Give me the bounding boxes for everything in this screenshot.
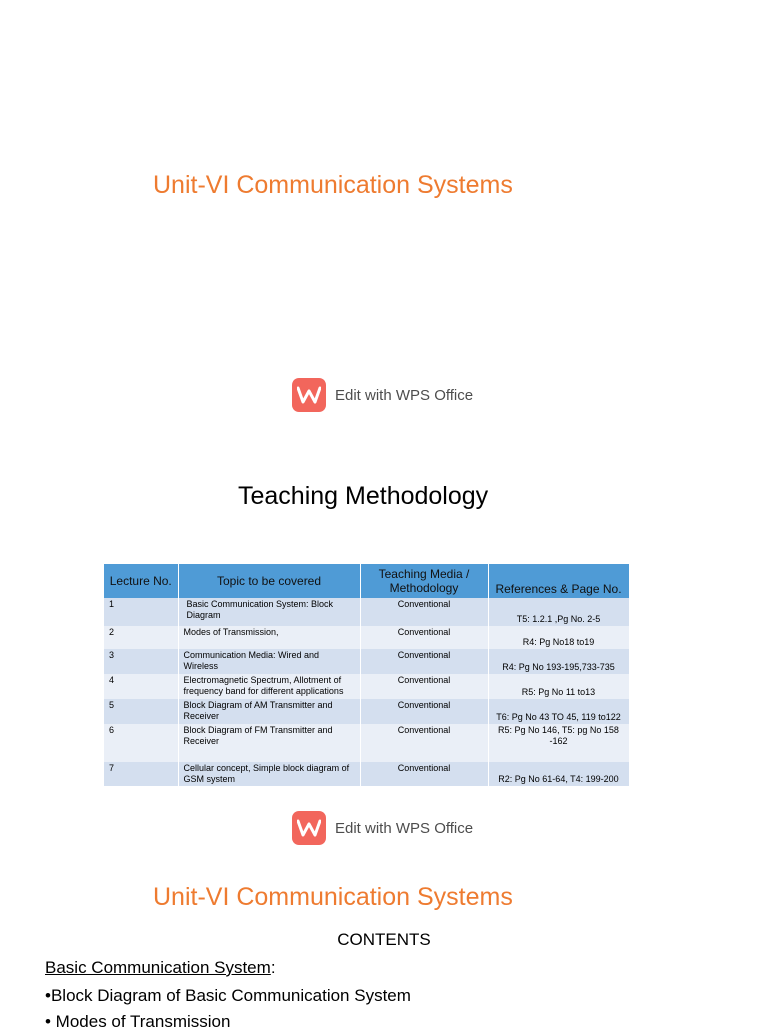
slide2-title: Teaching Methodology — [238, 482, 489, 510]
table-row — [104, 649, 629, 674]
wps-watermark-text: Edit with WPS Office — [335, 819, 474, 837]
slide3-title: Unit-VI Communication Systems — [153, 883, 513, 911]
cell-no: 6 — [104, 724, 178, 762]
wps-logo-icon — [292, 811, 326, 845]
table-row — [104, 598, 629, 626]
section-heading: Basic Communication System — [45, 958, 271, 977]
cell-no: 3 — [104, 649, 178, 674]
header-media: Teaching Media / Methodology — [360, 564, 488, 598]
bullet-item: •Block Diagram of Basic Communication System — [45, 986, 411, 1005]
wps-watermark-text: Edit with WPS Office — [335, 386, 474, 404]
cell-topic: Modes of Transmission, — [178, 626, 360, 649]
cell-media: Conventional — [360, 762, 488, 786]
table-row — [104, 674, 629, 699]
cell-no: 1 — [104, 598, 178, 626]
cell-ref: R4: Pg No 193-195,733-735 — [488, 649, 629, 674]
header-lecture-no: Lecture No. — [104, 564, 178, 598]
contents-heading: CONTENTS — [337, 930, 431, 949]
cell-no: 2 — [104, 626, 178, 649]
cell-media: Conventional — [360, 724, 488, 762]
slide1-title: Unit-VI Communication Systems — [153, 171, 513, 199]
cell-ref: R5: Pg No 11 to13 — [488, 674, 629, 699]
cell-media: Conventional — [360, 626, 488, 649]
table-row — [104, 724, 629, 762]
cell-no: 7 — [104, 762, 178, 786]
cell-topic: Basic Communication System: Block Diagram — [178, 598, 360, 626]
table-row — [104, 626, 629, 649]
cell-media: Conventional — [360, 649, 488, 674]
cell-ref: R2: Pg No 61-64, T4: 199-200 — [488, 762, 629, 786]
table-row — [104, 699, 629, 724]
bullet-item: • Modes of Transmission — [45, 1012, 231, 1031]
cell-media: Conventional — [360, 598, 488, 626]
cell-topic: Communication Media: Wired and Wireless — [178, 649, 360, 674]
cell-ref: T5: 1.2.1 ,Pg No. 2-5 — [488, 598, 629, 626]
teaching-methodology-table — [104, 564, 630, 786]
wps-watermark[interactable] — [292, 378, 473, 412]
section-heading-line — [45, 958, 276, 978]
cell-no: 5 — [104, 699, 178, 724]
section-colon: : — [270, 958, 276, 977]
cell-topic: Electromagnetic Spectrum, Allotment of frequency band for different applications — [178, 674, 360, 699]
cell-topic: Cellular concept, Simple block diagram of GSM system — [178, 762, 360, 786]
cell-topic: Block Diagram of AM Transmitter and Receiver — [178, 699, 360, 724]
cell-ref: R4: Pg No18 to19 — [488, 626, 629, 649]
cell-ref: T6: Pg No 43 TO 45, 119 to122 — [488, 699, 629, 724]
table-row — [104, 762, 629, 786]
cell-topic: Block Diagram of FM Transmitter and Receiver — [178, 724, 360, 762]
table-header-row — [104, 564, 629, 598]
cell-media: Conventional — [360, 699, 488, 724]
cell-media: Conventional — [360, 674, 488, 699]
wps-logo-icon — [292, 378, 326, 412]
header-references: References & Page No. — [488, 564, 629, 598]
wps-watermark[interactable] — [292, 811, 473, 845]
cell-no: 4 — [104, 674, 178, 699]
header-topic: Topic to be covered — [178, 564, 360, 598]
cell-ref: R5: Pg No 146, T5: pg No 158 -162 — [488, 724, 629, 762]
